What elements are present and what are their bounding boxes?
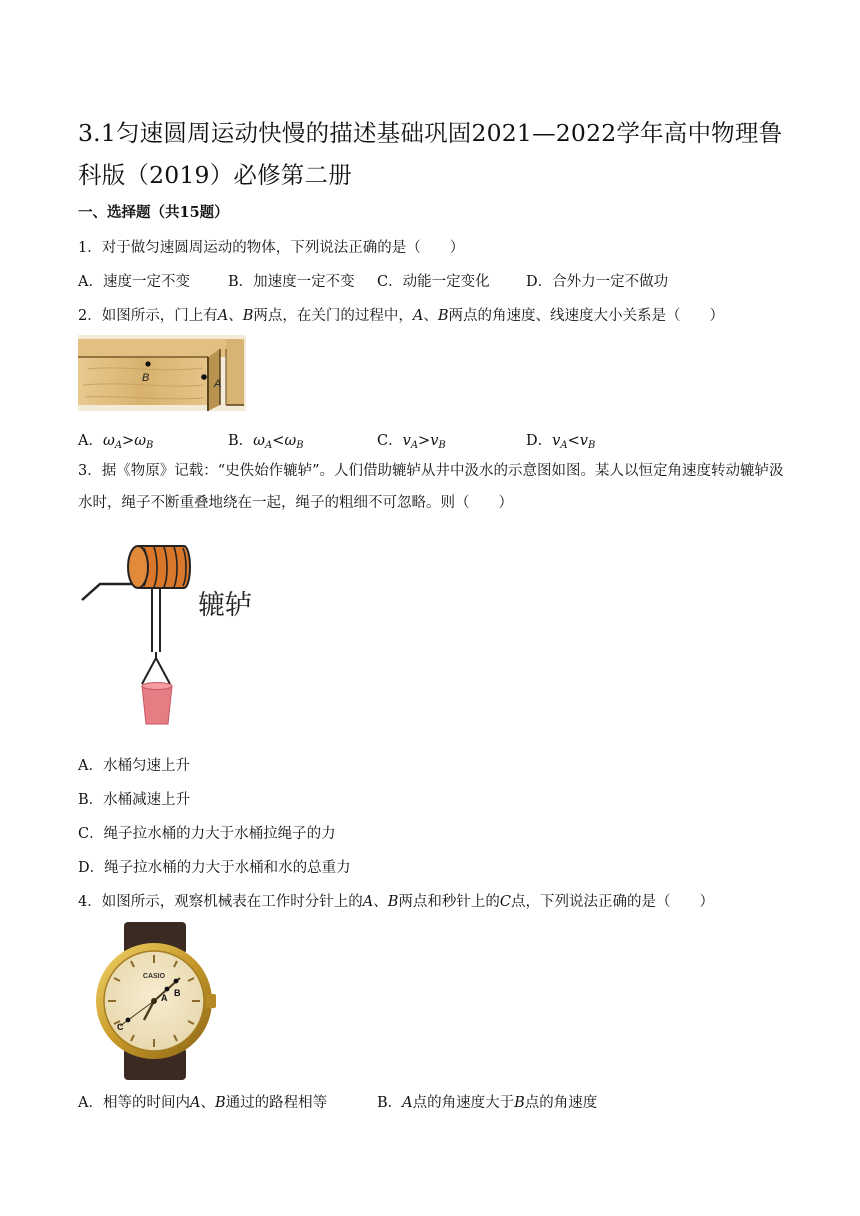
question-4-stem: 4．如图所示，观察机械表在工作时分针上的A、B两点和秒针上的C点，下列说法正确的是（ ） [78,894,714,910]
q2-option-a: A．$\omega_A>\omega_B$ [78,433,154,451]
q3-option-c: C．绳子拉水桶的力大于水桶拉绳子的力 [78,826,336,842]
q1-option-a: A．速度一定不变 [78,274,190,290]
q2-option-b: B．$\omega_A<\omega_B$ [228,433,304,451]
door-figure [78,335,246,411]
windlass-caption: 辘轳 [198,590,252,621]
q1-option-c: C．动能一定变化 [377,274,490,290]
watch-label-c: C [117,1022,124,1032]
q1-option-b: B．加速度一定不变 [228,274,355,290]
windlass-figure [78,528,198,733]
q4-option-b: B．A点的角速度大于B点的角速度 [377,1095,598,1111]
watch-label-b: B [174,988,181,998]
question-2-stem: 2．如图所示，门上有A、B两点，在关门的过程中，A、B两点的角速度、线速度大小关系是（ ） [78,308,725,324]
question-1-stem: 1．对于做匀速圆周运动的物体，下列说法正确的是（ ） [78,240,465,256]
watch-figure [94,922,220,1080]
watch-label-a: A [161,993,168,1003]
section-heading: 一、选择题（共15题） [78,204,229,221]
q4-option-a: A．相等的时间内A、B通过的路程相等 [78,1095,328,1111]
door-label-a: A [214,378,222,390]
q1-option-d: D．合外力一定不做功 [526,274,669,290]
page-title: 3.1匀速圆周运动快慢的描述基础巩固2021—2022学年高中物理鲁科版（2019）必修第二册 [78,119,783,189]
watch-brand: CASIO [142,973,166,980]
q2-option-d: D．$v_A<v_B$ [526,433,596,451]
question-3-stem: 3．据《物原》记载：“史佚始作辘轳”。人们借助辘轳从井中汲水的示意图如图。某人以恒定角速度转动辘轳汲水时，绳子不断重叠地绕在一起，绳子的粗细不可忽略。则（ ） [78,463,784,511]
door-label-b: B [142,372,150,384]
q3-option-a: A．水桶匀速上升 [78,758,190,774]
q3-option-b: B．水桶减速上升 [78,792,191,808]
q3-option-d: D．绳子拉水桶的力大于水桶和水的总重力 [78,860,351,876]
q2-option-c: C．$v_A>v_B$ [377,433,446,451]
